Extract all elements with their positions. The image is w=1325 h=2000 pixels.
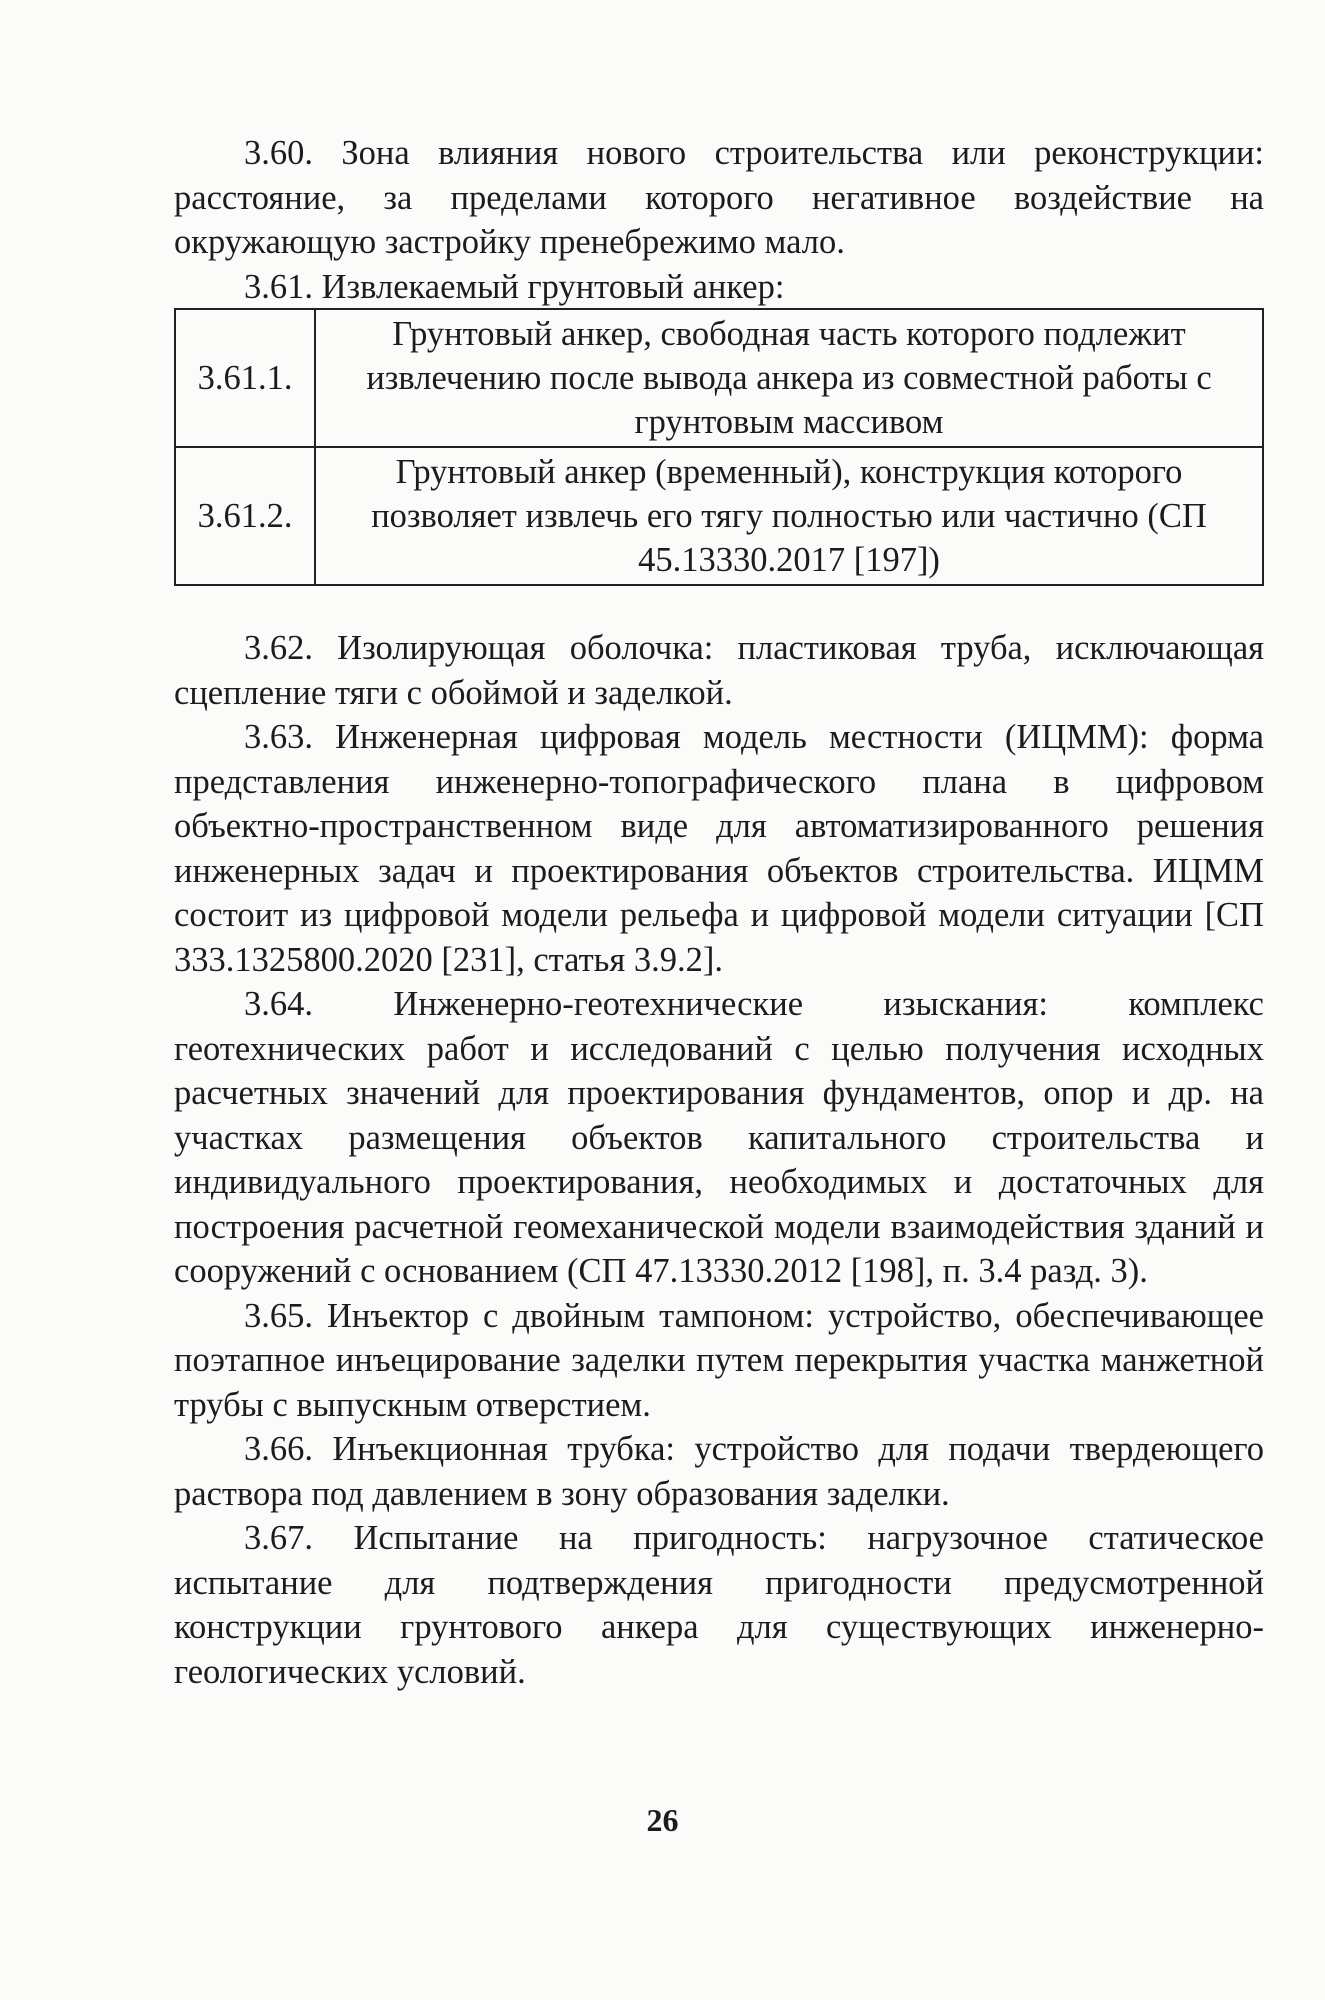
paragraph-3-62: 3.62. Изолирующая оболочка: пластиковая труба, исключающая сцепление тяги с обоймой и заделкой. [174,629,1264,712]
paragraph-3-63: 3.63. Инженерная цифровая модель местности (ИЦММ): форма представления инженерно-топографического плана в цифровом объектно-пространственном виде для автоматизированного решения инженерных задач и проектирования объектов строительства. ИЦММ состоит из цифровой модели рельефа и цифровой модели ситуации [СП 333.1325800.2020 [231], статья 3.9.2]. [174,718,1264,979]
paragraph-3-67: 3.67. Испытание на пригодность: нагрузочное статическое испытание для подтверждения пригодности предусмотренной конструкции грунтового анкера для существующих инженерно-геологических условий. [174,1519,1264,1691]
page-number: 26 [646,1802,679,1838]
paragraph-3-65: 3.65. Инъектор с двойным тампоном: устройство, обеспечивающее поэтапное инъецирование заделки путем перекрытия участка манжетной трубы с выпускным отверстием. [174,1296,1264,1424]
term-number: 3.61.1. [175,309,315,447]
top-text-block [174,131,1264,309]
paragraph-3-60: 3.60. Зона влияния нового строительства или реконструкции: расстояние, за пределами которого негативное воздействие на окружающую застройку пренебрежимо мало. [174,134,1264,261]
definitions-table [174,308,1264,586]
paragraph-3-66: 3.66. Инъекционная трубка: устройство для подачи твердеющего раствора под давлением в зону образования заделки. [174,1430,1264,1513]
paragraph-3-64: 3.64. Инженерно-геотехнические изыскания: комплекс геотехнических работ и исследований с целью получения исходных расчетных значений для проектирования фундаментов, опор и др. на участках размещения объектов капитального строительства и индивидуального проектирования, необходимых и достаточных для построения расчетной геомеханической модели взаимодействия зданий и сооружений с основанием (СП 47.13330.2012 [198], п. 3.4 разд. 3). [174,985,1264,1290]
table-row [175,309,1263,447]
main-text-block [174,626,1264,1694]
term-definition: Грунтовый анкер (временный), конструкция которого позволяет извлечь его тягу полностью или частично (СП 45.13330.2017 [197]) [315,447,1263,585]
table-row [175,447,1263,585]
term-number: 3.61.2. [175,447,315,585]
paragraph-3-61: 3.61. Извлекаемый грунтовый анкер: [244,267,785,306]
term-definition: Грунтовый анкер, свободная часть которого подлежит извлечению после вывода анкера из совместной работы с грунтовым массивом [315,309,1263,447]
